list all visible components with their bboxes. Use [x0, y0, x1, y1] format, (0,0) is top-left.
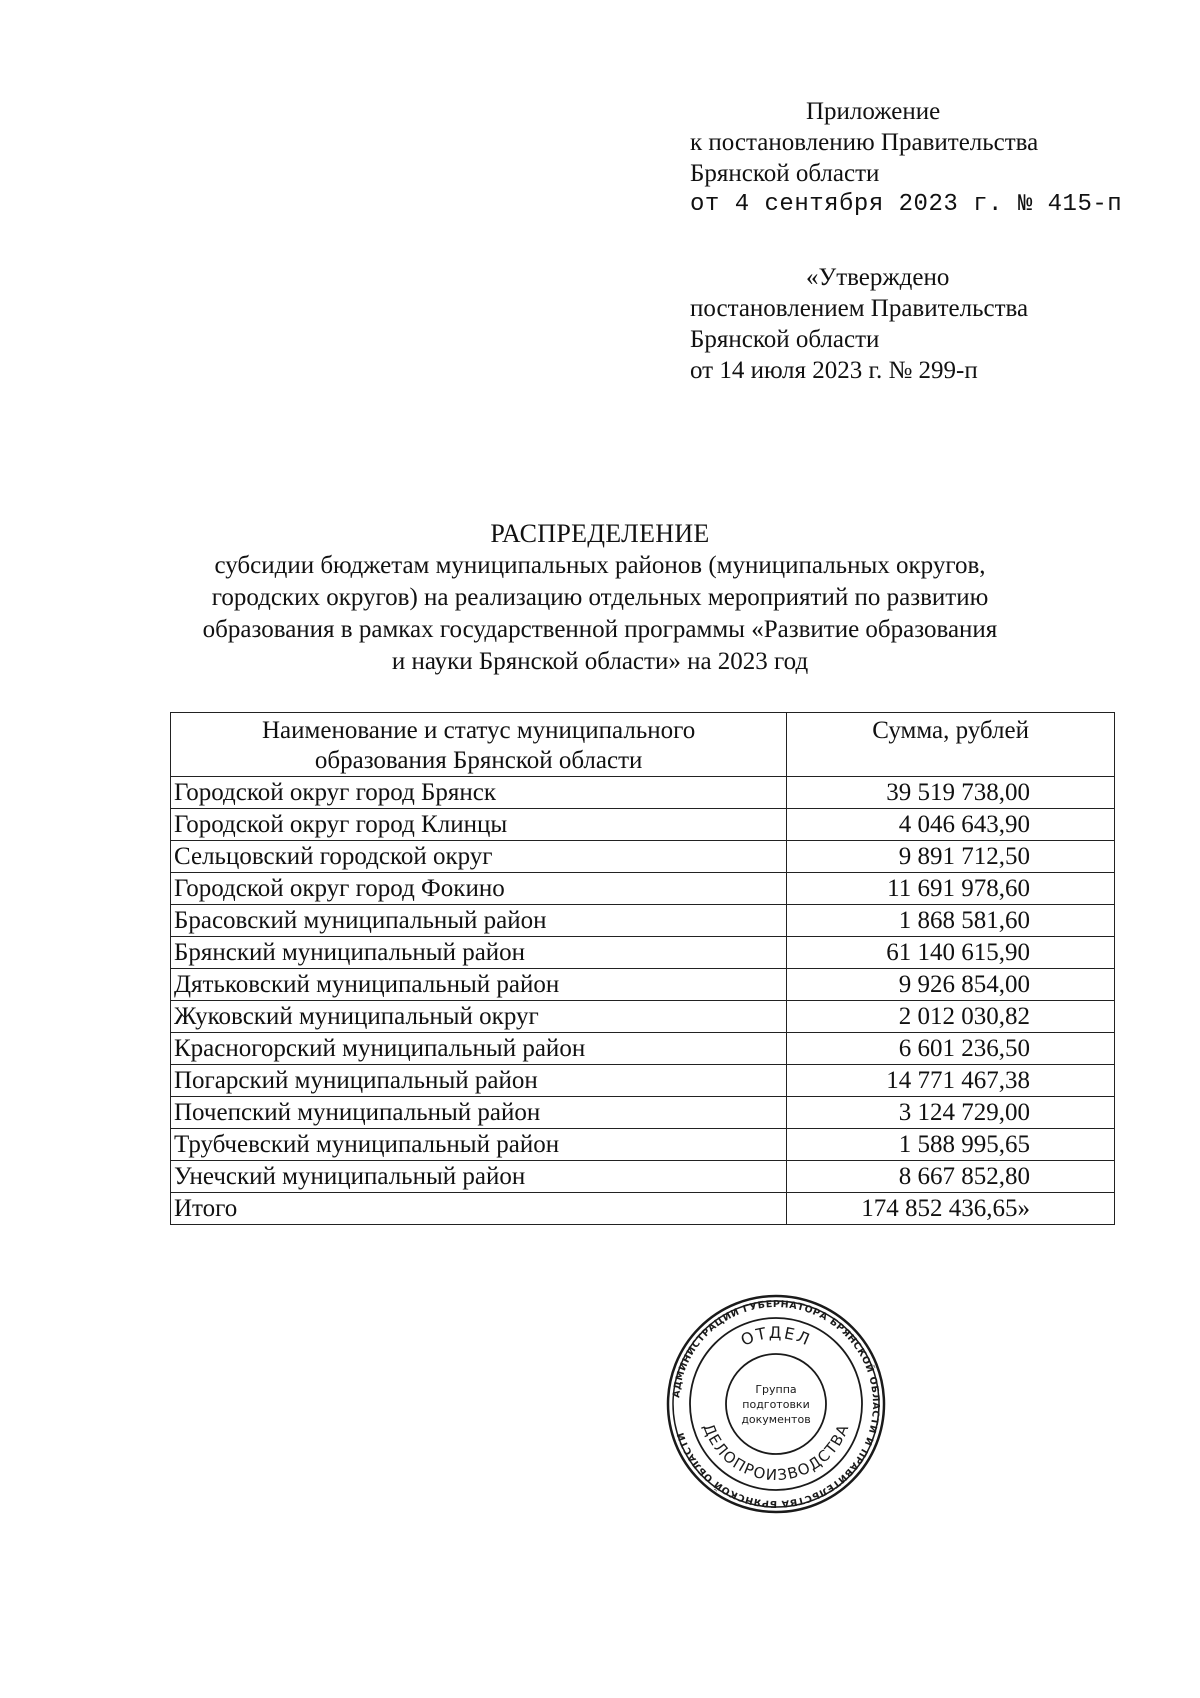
title-line-4: и науки Брянской области» на 2023 год — [391, 648, 809, 675]
table-row — [171, 873, 1115, 905]
row-name: Трубчевский муниципальный район — [171, 1129, 787, 1161]
header-name-line-2: образования Брянской области — [314, 747, 643, 774]
stamp-ring-bottom: ДЕЛОПРОИЗВОДСТВА — [699, 1420, 853, 1485]
document-title — [150, 518, 1050, 678]
title-line-2: городских округов) на реализацию отдельных мероприятий по развитию — [211, 584, 989, 611]
row-name: Красногорский муниципальный район — [171, 1033, 787, 1065]
row-sum: 39 519 738,00 — [787, 777, 1115, 809]
title-main: РАСПРЕДЕЛЕНИЕ — [490, 519, 710, 548]
table-row — [171, 777, 1115, 809]
office-stamp — [664, 1292, 888, 1516]
row-name: Городской округ город Брянск — [171, 777, 787, 809]
approval-date-number: от 14 июля 2023 г. № 299-п — [690, 357, 978, 384]
stamp-center-line-1: Группа — [755, 1383, 797, 1396]
table-row — [171, 905, 1115, 937]
row-sum: 61 140 615,90 — [787, 937, 1115, 969]
table-row — [171, 841, 1115, 873]
row-name: Жуковский муниципальный округ — [171, 1001, 787, 1033]
total-sum: 174 852 436,65» — [787, 1193, 1115, 1225]
row-name: Погарский муниципальный район — [171, 1065, 787, 1097]
appendix-date-number: от 4 сентября 2023 г. № 415-п — [690, 191, 1123, 218]
approval-region-line: Брянской области — [690, 326, 880, 353]
approval-resolution-line: постановлением Правительства — [690, 295, 1029, 322]
total-label: Итого — [171, 1193, 787, 1225]
table-row — [171, 1129, 1115, 1161]
appendix-label: Приложение — [806, 98, 941, 125]
row-sum: 6 601 236,50 — [787, 1033, 1115, 1065]
row-name: Брянский муниципальный район — [171, 937, 787, 969]
row-name: Унечский муниципальный район — [171, 1161, 787, 1193]
distribution-table — [170, 712, 1115, 1225]
table-row — [171, 1097, 1115, 1129]
appendix-region-line: Брянской области — [690, 160, 880, 187]
row-sum: 11 691 978,60 — [787, 873, 1115, 905]
appendix-resolution-line: к постановлению Правительства — [690, 129, 1039, 156]
stamp-outer-text: АДМИНИСТРАЦИИ ГУБЕРНАТОРА БРЯНСКОЙ ОБЛАСТИ И ПРАВИТЕЛЬСТВА БРЯНСКОЙ ОБЛАСТИ — [671, 1298, 882, 1510]
header-name-line-1: Наименование и статус муниципального — [262, 717, 696, 744]
stamp-seal-icon — [664, 1292, 888, 1516]
table-row — [171, 969, 1115, 1001]
row-name: Городской округ город Клинцы — [171, 809, 787, 841]
stamp-ring-top: ОТДЕЛ — [737, 1322, 815, 1350]
header-name — [171, 713, 787, 777]
row-sum: 14 771 467,38 — [787, 1065, 1115, 1097]
row-sum: 9 926 854,00 — [787, 969, 1115, 1001]
table-row — [171, 1033, 1115, 1065]
table-row — [171, 1065, 1115, 1097]
table-header-row — [171, 713, 1115, 777]
row-sum: 8 667 852,80 — [787, 1161, 1115, 1193]
title-line-3: образования в рамках государственной программы «Развитие образования — [202, 616, 998, 643]
row-sum: 4 046 643,90 — [787, 809, 1115, 841]
row-sum: 1 588 995,65 — [787, 1129, 1115, 1161]
row-name: Дятьковский муниципальный район — [171, 969, 787, 1001]
table-row — [171, 1001, 1115, 1033]
table-row — [171, 809, 1115, 841]
table-total-row — [171, 1193, 1115, 1225]
approval-label: «Утверждено — [806, 264, 950, 291]
row-name: Почепский муниципальный район — [171, 1097, 787, 1129]
row-name: Сельцовский городской округ — [171, 841, 787, 873]
table-row — [171, 937, 1115, 969]
title-line-1: субсидии бюджетам муниципальных районов (муниципальных округов, — [214, 552, 986, 579]
stamp-center-line-2: подготовки — [742, 1398, 810, 1411]
row-sum: 2 012 030,82 — [787, 1001, 1115, 1033]
row-sum: 9 891 712,50 — [787, 841, 1115, 873]
approval-block — [690, 262, 1170, 386]
appendix-header — [690, 96, 1170, 220]
row-sum: 3 124 729,00 — [787, 1097, 1115, 1129]
row-sum: 1 868 581,60 — [787, 905, 1115, 937]
row-name: Городской округ город Фокино — [171, 873, 787, 905]
row-name: Брасовский муниципальный район — [171, 905, 787, 937]
table-row — [171, 1161, 1115, 1193]
stamp-center-line-3: документов — [741, 1413, 811, 1426]
header-sum: Сумма, рублей — [787, 713, 1115, 777]
